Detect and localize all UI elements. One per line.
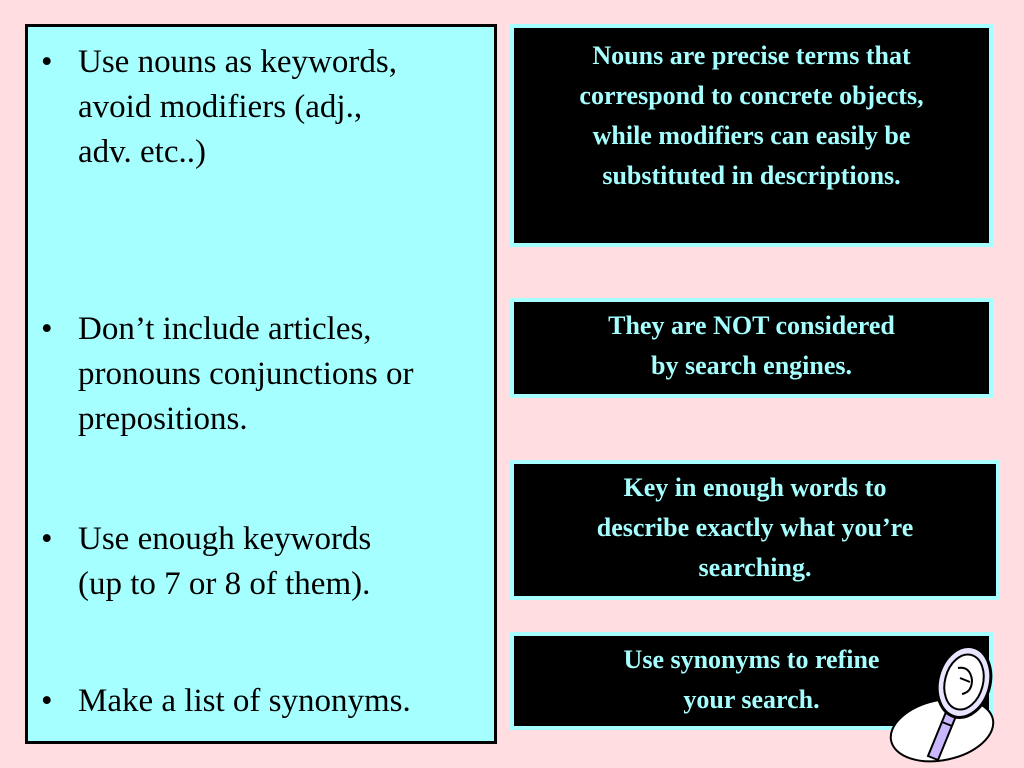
callout-nouns <box>510 24 993 247</box>
bullet-dot: • <box>41 683 53 719</box>
callout-line: while modifiers can easily be <box>592 121 911 150</box>
bullet-item-enough-keywords <box>28 517 494 607</box>
callout-line: Nouns are precise terms that <box>592 41 911 70</box>
bullet-line: (up to 7 or 8 of them). <box>78 566 371 602</box>
bullet-item-articles <box>28 307 494 442</box>
callout-line: your search. <box>683 685 820 714</box>
callout-line: searching. <box>698 553 812 582</box>
bullet-line: Use enough keywords <box>78 521 372 557</box>
bullet-dot: • <box>41 521 53 557</box>
bullet-panel <box>25 24 497 744</box>
callout-line: correspond to concrete objects, <box>579 81 924 110</box>
bullet-item-nouns <box>28 40 494 175</box>
callout-line: by search engines. <box>650 351 853 380</box>
callout-line: substituted in descriptions. <box>602 161 901 190</box>
bullet-line: adv. etc..) <box>78 134 206 170</box>
callout-key-in-words <box>510 460 1000 600</box>
bullet-line: Don’t include articles, <box>78 311 372 347</box>
callout-line: Key in enough words to <box>623 473 887 502</box>
callout-not-considered <box>510 298 993 398</box>
callout-line: describe exactly what you’re <box>596 513 914 542</box>
bullet-line: pronouns conjunctions or <box>78 356 414 392</box>
magnifying-glass-icon <box>884 630 1004 766</box>
bullet-dot: • <box>41 44 53 80</box>
callout-line: Use synonyms to refine <box>623 645 880 674</box>
bullet-line: Use nouns as keywords, <box>78 44 397 80</box>
bullet-line: prepositions. <box>78 401 248 437</box>
callout-line: They are NOT considered <box>608 311 895 340</box>
bullet-line: Make a list of synonyms. <box>78 683 411 719</box>
bullet-item-synonyms <box>28 679 494 724</box>
bullet-dot: • <box>41 311 53 347</box>
bullet-line: avoid modifiers (adj., <box>78 89 363 125</box>
